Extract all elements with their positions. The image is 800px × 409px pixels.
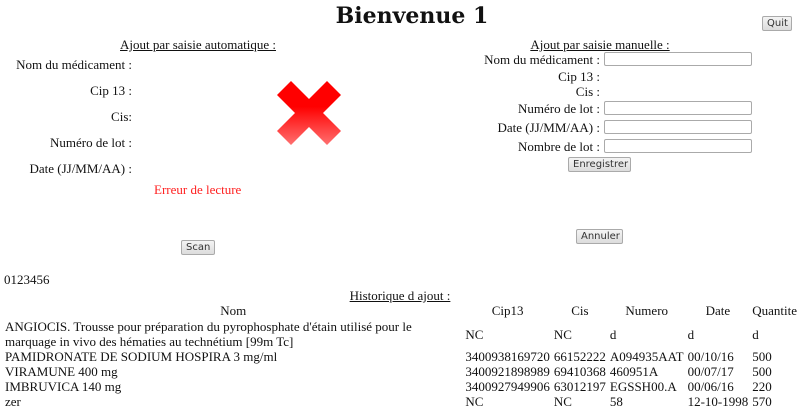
- column-header-cis: Cis: [571, 303, 589, 318]
- cell-date: 12-10-1998: [687, 394, 749, 409]
- manual-label-quantity: Nombre de lot :: [518, 139, 600, 154]
- cell-date: d: [687, 326, 695, 342]
- cell-nom: IMBRUVICA 140 mg: [5, 379, 122, 394]
- cell-nom: VIRAMUNE 400 mg: [5, 364, 118, 379]
- medication-name-input[interactable]: [604, 52, 752, 66]
- column-header-date: Date: [705, 303, 731, 318]
- table-row: [4, 319, 798, 349]
- red-x-icon: [277, 81, 341, 145]
- read-error-message: Erreur de lecture: [154, 182, 242, 197]
- cell-numero: d: [609, 326, 617, 342]
- cell-cip13: 3400927949906: [465, 379, 550, 394]
- quit-button[interactable]: Quit: [762, 16, 792, 31]
- column-header-quantite: Quantite: [752, 303, 797, 318]
- cell-nom: ANGIOCIS. Trousse pour préparation du pyrophosphate d'étain utilisé pour le marquage in vivo des hématies au technétium [99m Tc]: [5, 319, 412, 349]
- cell-cip13: 3400921898989: [465, 364, 550, 379]
- table-row: [4, 394, 798, 409]
- lot-number-input[interactable]: [604, 101, 752, 115]
- auto-label-lot: Numéro de lot :: [50, 135, 132, 150]
- table-row: [4, 379, 798, 394]
- cell-nom: PAMIDRONATE DE SODIUM HOSPIRA 3 mg/ml: [5, 349, 278, 364]
- auto-label-date: Date (JJ/MM/AA) :: [29, 161, 132, 176]
- manual-label-cis: Cis :: [575, 84, 600, 99]
- cell-quantite: 220: [752, 379, 772, 394]
- table-row: [4, 349, 798, 364]
- scanned-code: 0123456: [4, 272, 50, 287]
- scan-button[interactable]: Scan: [181, 240, 215, 255]
- cell-cis: 69410368: [553, 364, 606, 379]
- save-button[interactable]: Enregistrer: [568, 157, 631, 172]
- cell-date: 00/06/16: [687, 379, 734, 394]
- cell-date: 00/10/16: [687, 349, 734, 364]
- auto-label-cip13: Cip 13 :: [90, 83, 132, 98]
- cancel-button[interactable]: Annuler: [576, 229, 623, 244]
- auto-label-cis: Cis:: [111, 109, 132, 124]
- manual-label-name: Nom du médicament :: [484, 52, 600, 67]
- cell-cis: 66152222: [553, 349, 606, 364]
- cell-cip13: 3400938169720: [465, 349, 550, 364]
- cell-quantite: 570: [752, 394, 772, 409]
- column-header-cip13: Cip13: [491, 303, 524, 318]
- date-input[interactable]: [604, 120, 752, 134]
- cell-numero: EGSSH00.A: [609, 379, 677, 394]
- cell-numero: 460951A: [609, 364, 659, 379]
- table-header-row: [4, 302, 798, 319]
- cell-cip13: NC: [465, 394, 484, 409]
- lot-count-input[interactable]: [604, 139, 752, 153]
- page-title: Bienvenue 1: [335, 3, 489, 29]
- table-row: [4, 364, 798, 379]
- auto-section-heading: Ajout par saisie automatique :: [120, 37, 276, 52]
- cell-cip13: NC: [465, 326, 484, 342]
- manual-section-heading: Ajout par saisie manuelle :: [530, 37, 670, 52]
- cell-cis: NC: [553, 326, 572, 342]
- column-header-nom: Nom: [220, 303, 247, 318]
- cell-numero: A094935AAT: [609, 349, 684, 364]
- cell-nom: zer: [5, 394, 21, 409]
- manual-label-cip13: Cip 13 :: [558, 69, 600, 84]
- manual-label-lot: Numéro de lot :: [518, 101, 600, 116]
- cell-date: 00/07/17: [687, 364, 734, 379]
- manual-label-date: Date (JJ/MM/AA) :: [497, 120, 600, 135]
- cell-cis: 63012197: [553, 379, 606, 394]
- cell-cis: NC: [553, 394, 572, 409]
- cell-quantite: 500: [752, 364, 772, 379]
- auto-label-name: Nom du médicament :: [16, 57, 132, 72]
- history-table: [2, 302, 800, 409]
- cell-quantite: d: [752, 326, 759, 342]
- history-heading: Historique d ajout :: [349, 288, 451, 303]
- cell-quantite: 500: [752, 349, 772, 364]
- column-header-numero: Numero: [625, 303, 669, 318]
- cell-numero: 58: [609, 394, 623, 409]
